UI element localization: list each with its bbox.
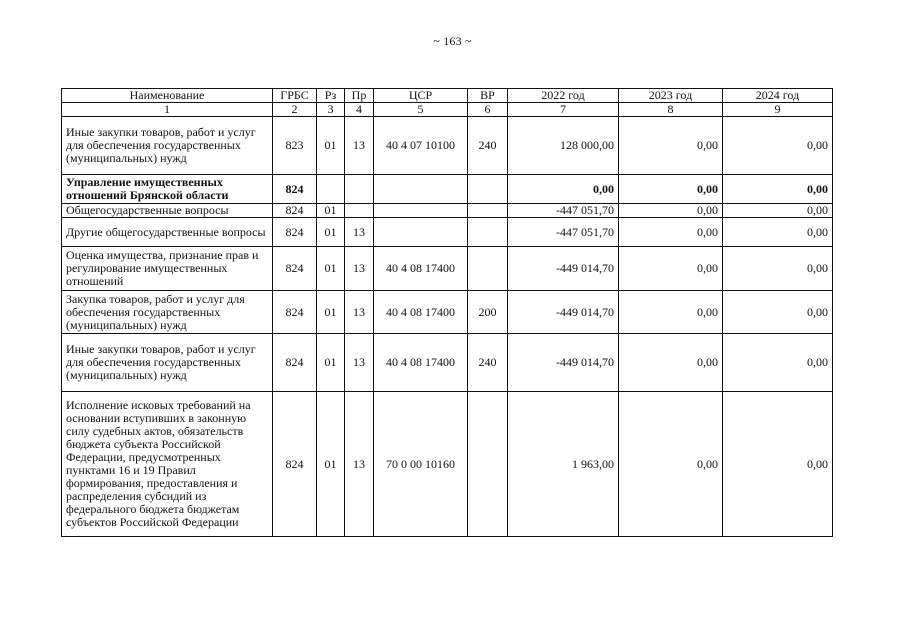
row-rz: 01 xyxy=(317,291,345,334)
row-pr xyxy=(345,204,374,218)
row-csr: 40 4 08 17400 xyxy=(374,291,468,334)
column-number: 2 xyxy=(273,103,317,117)
row-2023: 0,00 xyxy=(619,218,723,247)
column-header: Пр xyxy=(345,89,374,103)
column-number: 7 xyxy=(508,103,619,117)
column-number-row xyxy=(62,103,833,117)
row-rz: 01 xyxy=(317,392,345,537)
row-vr xyxy=(468,247,508,291)
row-rz xyxy=(317,175,345,204)
table-row xyxy=(62,392,833,537)
column-header: ЦСР xyxy=(374,89,468,103)
row-csr xyxy=(374,204,468,218)
row-vr xyxy=(468,218,508,247)
row-name: Общегосударственные вопросы xyxy=(62,204,273,218)
row-2023: 0,00 xyxy=(619,392,723,537)
row-rz: 01 xyxy=(317,334,345,392)
row-name: Исполнение исковых требований на основании вступивших в законную силу судебных актов, обязательств бюджета субъекта Российской Федерации, предусмотренных пунктами 16 и 19 Правил формирования, предоставления и распределения субсидий из федерального бюджета бюджетам субъектов Российской Федерации xyxy=(62,392,273,537)
row-vr: 240 xyxy=(468,117,508,175)
row-2022: -449 014,70 xyxy=(508,247,619,291)
row-2022: 128 000,00 xyxy=(508,117,619,175)
column-header: Рз xyxy=(317,89,345,103)
row-csr: 40 4 07 10100 xyxy=(374,117,468,175)
row-grbs: 824 xyxy=(273,175,317,204)
page-number: ~ 163 ~ xyxy=(433,34,472,48)
row-csr xyxy=(374,175,468,204)
row-vr: 200 xyxy=(468,291,508,334)
table-row xyxy=(62,247,833,291)
row-name: Оценка имущества, признание прав и регулирование имущественных отношений xyxy=(62,247,273,291)
row-name: Другие общегосударственные вопросы xyxy=(62,218,273,247)
row-pr: 13 xyxy=(345,291,374,334)
row-csr: 40 4 08 17400 xyxy=(374,334,468,392)
row-2022: -449 014,70 xyxy=(508,334,619,392)
table-row xyxy=(62,204,833,218)
row-2022: -447 051,70 xyxy=(508,218,619,247)
row-rz: 01 xyxy=(317,204,345,218)
row-pr: 13 xyxy=(345,117,374,175)
header-row xyxy=(62,89,833,103)
column-header: Наименование xyxy=(62,89,273,103)
row-2022: -447 051,70 xyxy=(508,204,619,218)
row-pr: 13 xyxy=(345,334,374,392)
row-2023: 0,00 xyxy=(619,117,723,175)
row-name: Иные закупки товаров, работ и услуг для обеспечения государственных (муниципальных) нужд xyxy=(62,117,273,175)
table-row xyxy=(62,175,833,204)
row-2023: 0,00 xyxy=(619,291,723,334)
row-pr xyxy=(345,175,374,204)
budget-table xyxy=(61,88,833,537)
row-2024: 0,00 xyxy=(723,247,833,291)
row-pr: 13 xyxy=(345,247,374,291)
column-header: 2024 год xyxy=(723,89,833,103)
row-2023: 0,00 xyxy=(619,204,723,218)
row-name: Закупка товаров, работ и услуг для обеспечения государственных (муниципальных) нужд xyxy=(62,291,273,334)
row-2024: 0,00 xyxy=(723,117,833,175)
row-rz: 01 xyxy=(317,247,345,291)
column-header: 2023 год xyxy=(619,89,723,103)
row-2023: 0,00 xyxy=(619,175,723,204)
row-csr xyxy=(374,218,468,247)
column-header: ГРБС xyxy=(273,89,317,103)
row-vr: 240 xyxy=(468,334,508,392)
column-number: 8 xyxy=(619,103,723,117)
row-rz: 01 xyxy=(317,117,345,175)
row-2024: 0,00 xyxy=(723,175,833,204)
column-number: 6 xyxy=(468,103,508,117)
row-grbs: 824 xyxy=(273,247,317,291)
row-vr xyxy=(468,175,508,204)
table-row xyxy=(62,117,833,175)
row-rz: 01 xyxy=(317,218,345,247)
row-name: Иные закупки товаров, работ и услуг для обеспечения государственных (муниципальных) нужд xyxy=(62,334,273,392)
row-2024: 0,00 xyxy=(723,334,833,392)
column-number: 4 xyxy=(345,103,374,117)
row-grbs: 824 xyxy=(273,218,317,247)
row-2024: 0,00 xyxy=(723,218,833,247)
row-vr xyxy=(468,204,508,218)
column-header: 2022 год xyxy=(508,89,619,103)
column-header: ВР xyxy=(468,89,508,103)
row-2022: -449 014,70 xyxy=(508,291,619,334)
row-2023: 0,00 xyxy=(619,247,723,291)
row-name: Управление имущественных отношений Брянской области xyxy=(62,175,273,204)
row-2022: 0,00 xyxy=(508,175,619,204)
table-row xyxy=(62,218,833,247)
row-grbs: 823 xyxy=(273,117,317,175)
row-csr: 40 4 08 17400 xyxy=(374,247,468,291)
row-2022: 1 963,00 xyxy=(508,392,619,537)
column-number: 3 xyxy=(317,103,345,117)
column-number: 9 xyxy=(723,103,833,117)
table-row xyxy=(62,291,833,334)
row-2024: 0,00 xyxy=(723,204,833,218)
row-pr: 13 xyxy=(345,218,374,247)
row-vr xyxy=(468,392,508,537)
row-grbs: 824 xyxy=(273,204,317,218)
table-row xyxy=(62,334,833,392)
row-2024: 0,00 xyxy=(723,392,833,537)
row-csr: 70 0 00 10160 xyxy=(374,392,468,537)
row-grbs: 824 xyxy=(273,291,317,334)
row-grbs: 824 xyxy=(273,334,317,392)
row-2024: 0,00 xyxy=(723,291,833,334)
row-grbs: 824 xyxy=(273,392,317,537)
row-2023: 0,00 xyxy=(619,334,723,392)
row-pr: 13 xyxy=(345,392,374,537)
column-number: 1 xyxy=(62,103,273,117)
column-number: 5 xyxy=(374,103,468,117)
